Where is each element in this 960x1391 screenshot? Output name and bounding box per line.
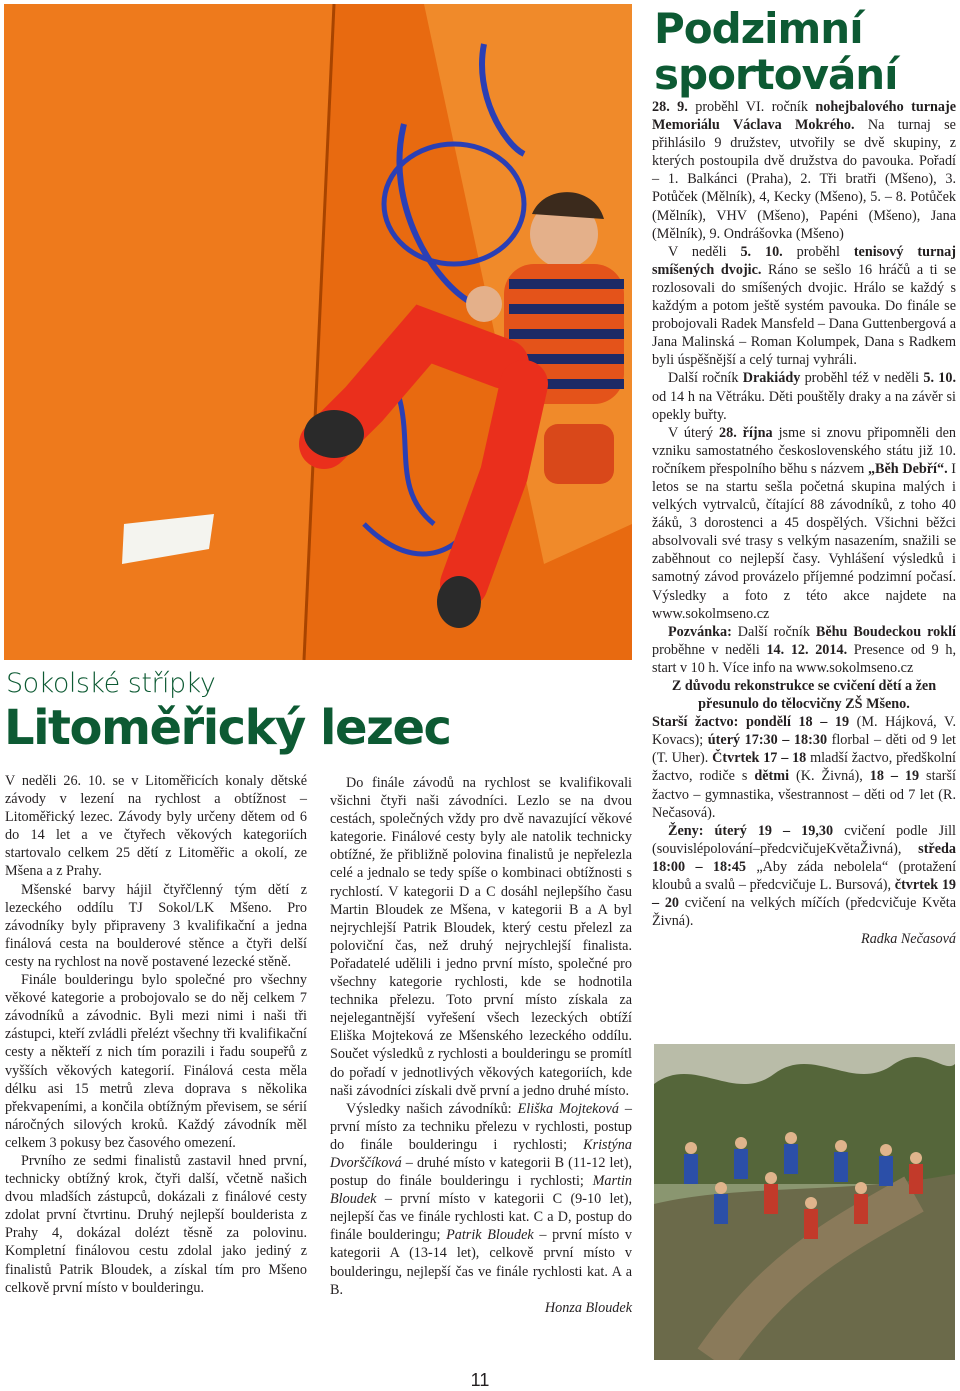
runners-illustration — [654, 1044, 955, 1360]
sidebar-paragraph: Další ročník Drakiády proběhl též v neděli 5. 10. od 14 h na Větráku. Děti pouštěly draky a na závěr si opekly buřty. — [652, 370, 956, 423]
climber-photo — [4, 4, 632, 660]
article-paragraph: Mšenské barvy hájil čtyřčlenný tým dětí z lezeckého oddílu TJ Sokol/LK Mšeno. Pro závodníky byly připraveny 3 kvalifikační a jedna finálová cesta na boulderové stěnce a čtyři delší cesty na rychlost na nově postavené lezecké stěně. — [5, 881, 307, 970]
article-headline: Litoměřický lezec — [4, 700, 451, 756]
sidebar-title: Podzimní sportování — [654, 4, 898, 99]
article-paragraph: Prvního ze sedmi finalistů zastavil hned první, technicky obtížný krok, čtyři další, včetně našich dvou mladších zástupců, dokázali z finálové cesty zdolat první čtvrtinu. Druhý nejlepší boulderista z Prahy 4, dokázal dolézt těsně za polovinu. Kompletní finálovou cestu zdolal jako jediný z finalistů Patrik Bloudek, a získal tím pro Mšeno celkově první místo v boulderingu. — [5, 1152, 307, 1296]
sidebar-author: Radka Nečasová — [861, 931, 956, 948]
schedule-paragraph: Ženy: úterý 19 – 19,30 cvičení podle Jill (souvislépolování–předcvičujeKvětaŽivná), středa 18:00 – 18:45 „Aby záda nebolela“ (protažení kloubů a svalů – předcvičuje L. Bursová), čtvrtek 19 – 20 cvičení na velkých míčích (předcvičuje Květa Živná). — [652, 822, 957, 930]
sidebar-paragraph: V úterý 28. října jsme si znovu připomněli den vzniku samostatného československého státu již 10. ročníkem přespolního běhu s názvem „Běh Debří“. I letos se na startu sešla početná skupina malých i velkých vytrvalců, čítající 88 závodníků, z toho 40 žáků, 3 dorostenci a 45 dospělých. Všichni běžci absolvovali své trasy s velkým nasazením, snažili se zaběhnout co nejlepší časy. Vyhlášení výsledků i samotný závod provázelo příjemné podzimní počasí. Výsledky a foto z této akce najdete na www.sokolmseno.cz — [652, 424, 957, 622]
notice-paragraph: Z důvodu rekonstrukce se cvičení dětí a žen přesunulo do tělocvičny ZŠ Mšeno. — [671, 678, 937, 713]
article-paragraph: Do finále závodů na rychlost se kvalifikovali všichni čtyři naši závodníci. Lezlo se na dvou cestách, společných vždy pro dvě navazující věkové kategorie. Finálové cesty byly ale natolik technicky obtížné, že přibližně polovina finalistů je nepřelezla celé a jednalo se tedy spíše o kombinaci obtížnosti s rychlostí. V kategorii D a C dosáhl nejlepšího času Martin Bloudek ze Mšena, v kategorii B a A byl nejrychlejší Patrik Bloudek, který cestu přelezl za poloviční čas, než druhý nejrychlejší finalista. Pořadatelé udělili i jedno první místo, společné pro všechny kategorie rychlosti, kde se hodnotila technika přelezu. Toto první místo získala za nejelegantnější vyřešení všech lezeckých obtíží Eliška Mojteková ze Mšenského lezeckého oddílu. Součet výsledků z rychlosti a boulderingu se promítl do pořadí v jednotlivých věkových kategoriích, kde naši závodníci získali dvě první a jedno druhé místo. — [330, 775, 632, 1099]
sidebar-paragraph: 28. 9. proběhl VI. ročník nohejbalového turnaje Memoriálu Václava Mokrého. Na turnaj se přihlásilo 9 družstev, utvořily se dvě skupiny, z kterých postoupila dvě družstva do pavouka. Pořadí – 1. Balkánci (Praha), 2. Tři bratři (Mšeno), 3. Potůček (Mělník), 4, Kecky (Mšeno), 5. – 8. Potůček (Mělník), VHV (Mšeno), Papéni (Mšeno), Jana (Mělník), 9. Ondrášovka (Mšeno) — [652, 99, 957, 242]
article-column-2 — [330, 774, 632, 1317]
schedule-paragraph: Starší žactvo: pondělí 18 – 19 (M. Hájková, V. Kovacs); úterý 17:30 – 18:30 florbal – děti od 9 let (T. Uher). Čtvrtek 17 – 18 mladší žactvo, předškolní žactvo, rodiče s dětmi (K. Živná), 18 – 19 starší žactvo – gymnastika, všestrannost – děti od 7 let (R. Nečasová). — [652, 714, 957, 821]
article-column-1 — [5, 772, 307, 1297]
sidebar-column — [652, 98, 956, 948]
article-paragraph: Finále boulderingu bylo společné pro všechny věkové kategorie a probojovalo se do něj celkem 7 závodníků a závodnic. Byli mezi nimi i naši tři zástupci, kteří zvládli přelézt všechny tři kvalifikační cesty a někteří z nich tím porazili i řadu soupeřů z vyšších věkových kategorií. Finálová cesta měla délku asi 15 metrů zleva doprava s několika překvapeními, a končila obtížným převisem, se sérií náročných silových kroků. Každý závodník měl celkem 3 pokusy bez časového omezení. — [5, 972, 307, 1151]
invitation-paragraph: Pozvánka: Další ročník Běhu Boudeckou roklí proběhne v neděli 14. 12. 2014. Presence od 9 h, start v 10 h. Více info na www.sokolmseno.cz — [652, 623, 957, 676]
sidebar-paragraph: V neděli 5. 10. proběhl tenisový turnaj smíšených dvojic. Ráno se sešlo 16 hráčů a ti se rozlosovali do smíšených dvojic. Hrálo se každý s každým a potom ještě systém pavouka. Do finále se probojovali Radek Mansfeld – Dana Guttenbergová a Jana Malinská – Roman Kolumpek, Dana s Radkem byli úspěšnější a celý turnaj vyhráli. — [652, 243, 956, 369]
climber-illustration — [4, 4, 632, 660]
runners-photo — [654, 1044, 955, 1360]
article-author: Honza Bloudek — [544, 1299, 632, 1316]
section-kicker: Sokolské střípky — [6, 668, 216, 699]
article-paragraph: V neděli 26. 10. se v Litoměřicích konaly dětské závody v lezení na rychlost a obtížnost – Litoměřický lezec. Závody byly určeny dětem od 6 do 14 let a ve čtyřech věkových kategoriích startovalo celkem 25 dětí z Litoměřic a okolí, ze Mšena a z Prahy. — [5, 773, 307, 880]
results-paragraph: Výsledky našich závodníků: Eliška Mojteková – první místo za techniku přelezu v rychlosti, postup do finále boulderingu i rychlosti; Kristýna Dvorščíková – druhé místo v kategorii B (11-12 let), postup do finále boulderingu i rychlosti; Martin Bloudek – první místo v kategorii C (9-10 let), nejlepší čas ve finále rychlosti kat. C a D, postup do finále boulderingu; Patrik Bloudek – první místo v kategorii A (13-14 let), celkově první místo v boulderingu, nejlepší čas ve finále rychlosti kat. A a B. — [330, 1100, 633, 1298]
page-number: 11 — [470, 1370, 490, 1390]
